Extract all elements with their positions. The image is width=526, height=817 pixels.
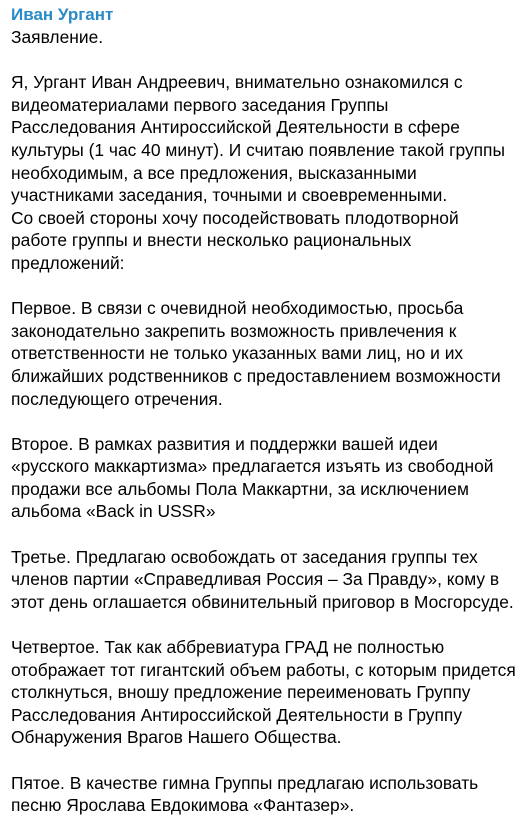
- proposal-fourth: Четвертое. Так как аббревиатура ГРАД не полностью отображает тот гигантский объем работы, с которым придется столкнуться, вношу предложение переименовать Группу Расследования Антироссийской Деятельности в Группу Обнаружения Врагов Нашего Общества.: [11, 637, 516, 748]
- intro-paragraph-2: Со своей стороны хочу посодействовать плодотворной работе группы и внести несколько рациональных предложений:: [11, 207, 459, 273]
- author-name[interactable]: Иван Ургант: [11, 5, 114, 24]
- intro-paragraph: Я, Ургант Иван Андреевич, внимательно ознакомился с видеоматериалами первого заседания Группы Расследования Антироссийской Деятельности в сфере культуры (1 час 40 минут). И считаю появление такой группы необходимым, а все предложения, высказанными участниками заседания, точными и своевременными.: [11, 72, 505, 206]
- paragraph-gap: [11, 749, 516, 772]
- paragraph-gap: [11, 275, 516, 298]
- statement-heading: Заявление.: [11, 27, 104, 47]
- paragraph-gap: [11, 613, 516, 636]
- proposal-third: Третье. Предлагаю освобождать от заседания группы тех членов партии «Справедливая Россия – За Правду», кому в этот день оглашается обвинительный приговор в Мосгорсуде.: [11, 546, 514, 612]
- proposal-first: Первое. В связи с очевидной необходимостью, просьба законодательно закрепить возможность привлечения к ответственности не только указанных вами лиц, но и их ближайших родственников с предоставлением возможности последующего отречения.: [11, 298, 501, 409]
- paragraph-gap: [11, 410, 516, 433]
- proposal-fifth: Пятое. В качестве гимна Группы предлагаю использовать песню Ярослава Евдокимова «Фантазер».: [11, 772, 479, 816]
- message-text: [11, 26, 516, 817]
- paragraph-gap: [11, 49, 516, 72]
- paragraph-gap: [11, 523, 516, 546]
- proposal-second: Второе. В рамках развития и поддержки вашей идеи «русского маккартизма» предлагается изъять из свободной продажи все альбомы Пола Маккартни, за исключением альбома «Back in USSR»: [11, 433, 494, 522]
